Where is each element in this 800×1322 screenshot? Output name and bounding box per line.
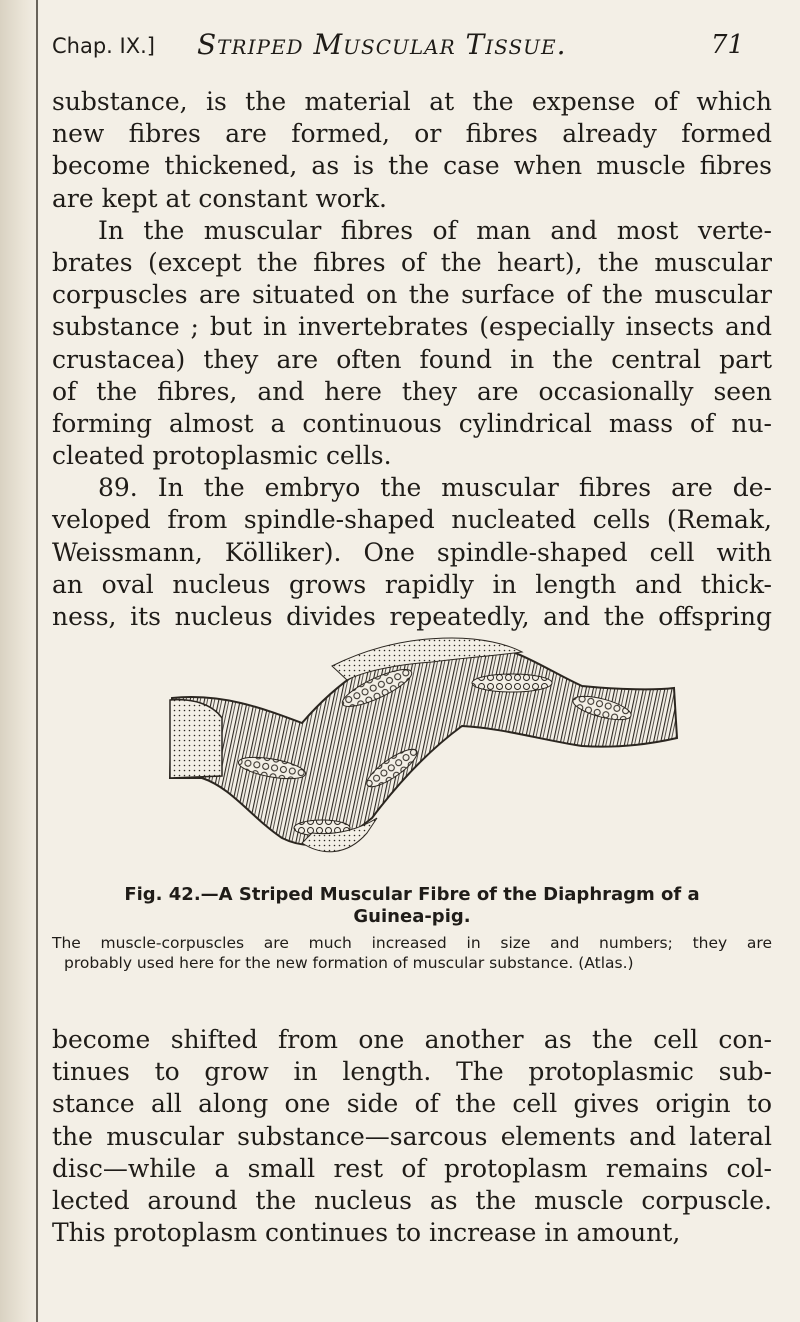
text-line: are kept at constant work.	[52, 183, 387, 213]
binding-edge	[36, 0, 38, 1322]
text-line: Weissmann, Kölliker). One spindle-shaped cell with	[52, 537, 772, 567]
caption-title-line: Guinea-pig.	[353, 906, 471, 927]
text-line: lected around the nucleus as the muscle corpuscle.	[52, 1185, 772, 1215]
caption-title-line: Fig. 42.—A Striped Muscular Fibre of the Diaphragm of a	[124, 884, 700, 905]
text-line: veloped from spindle-shaped nucleated cells (Remak,	[52, 505, 772, 535]
text-line: corpuscles are situated on the surface of the muscular	[52, 280, 772, 310]
text-line: substance ; but in invertebrates (especially insects and	[52, 312, 772, 342]
chapter-label: Chap. IX.]	[52, 34, 155, 58]
text-line: This protoplasm continues to increase in amount,	[52, 1218, 681, 1248]
page-gutter-shadow	[0, 0, 40, 1322]
figure-caption-title	[52, 884, 772, 928]
running-head	[52, 28, 772, 64]
text-line: become shifted from one another as the cell con-	[52, 1025, 772, 1054]
caption-text-line: The muscle-corpuscles are much increased in size and numbers; they are	[52, 934, 772, 952]
text-line: new fibres are formed, or fibres already formed	[52, 119, 772, 149]
text-line: In the muscular fibres of man and most verte-	[98, 215, 772, 245]
text-line: crustacea) they are often found in the central part	[52, 344, 772, 374]
figure-caption-text	[52, 933, 772, 973]
caption-text-line: probably used here for the new formation of muscular substance. (Atlas.)	[64, 954, 634, 972]
text-line: forming almost a continuous cylindrical mass of nu-	[52, 408, 772, 438]
text-line: tinues to grow in length. The protoplasmic sub-	[52, 1057, 772, 1087]
text-line: brates (except the fibres of the heart), the muscular	[52, 247, 772, 277]
page-number: 71	[710, 30, 744, 60]
text-line: substance, is the material at the expense of which	[52, 87, 772, 116]
text-line: become thickened, as is the case when muscle fibres	[52, 151, 772, 181]
text-line: cleated protoplasmic cells.	[52, 441, 392, 471]
text-line: 89. In the embryo the muscular fibres are de-	[98, 473, 772, 503]
striped-muscle-fibre-illustration	[162, 628, 682, 868]
text-line: the muscular substance—sarcous elements and lateral	[52, 1121, 772, 1151]
text-line: ness, its nucleus divides repeatedly, and the offspring	[52, 602, 772, 631]
running-title: Striped Muscular Tissue.	[197, 28, 567, 61]
text-line: of the fibres, and here they are occasionally seen	[52, 376, 772, 406]
body-text-top	[52, 86, 772, 633]
text-line: an oval nucleus grows rapidly in length and thick-	[52, 569, 772, 599]
text-line: disc—while a small rest of protoplasm remains col-	[52, 1153, 772, 1183]
body-text-bottom	[52, 1024, 772, 1249]
text-line: stance all along one side of the cell gives origin to	[52, 1089, 772, 1119]
